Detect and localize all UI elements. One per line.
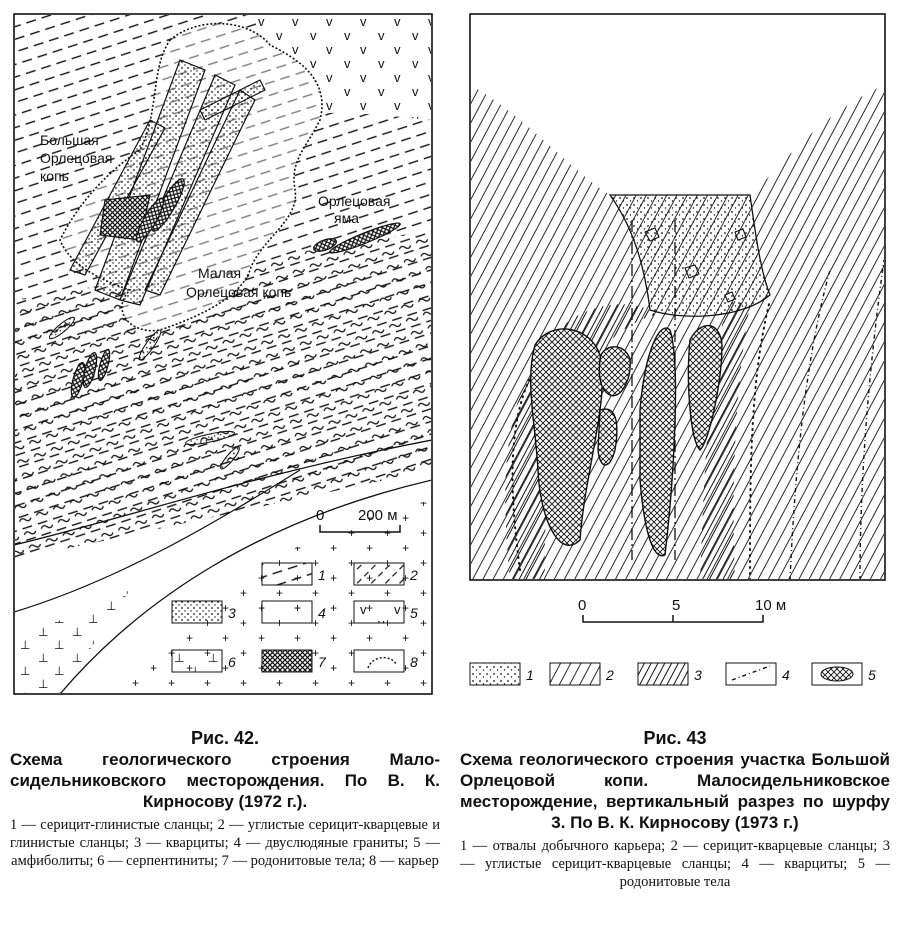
fig42-number: Рис. 42. xyxy=(190,728,260,748)
legend42-num-5: 5 xyxy=(410,605,418,621)
scale42-zero: 0 xyxy=(316,507,325,524)
scale42-distance: 200 м xyxy=(358,507,398,524)
legend42-num-4: 4 xyxy=(318,605,326,621)
label-bolshaya-1: Большая xyxy=(40,132,99,148)
figure-42-map xyxy=(0,0,450,720)
legend42-num-7: 7 xyxy=(318,654,326,670)
legend43-num-5: 5 xyxy=(868,667,876,683)
fig43-caption xyxy=(460,728,890,891)
legend43-num-3: 3 xyxy=(694,667,702,683)
fig43-legend xyxy=(470,663,876,685)
label-malaya-1: Малая xyxy=(198,265,242,281)
label-bolshaya-3: копь xyxy=(40,168,69,184)
label-malaya-2: Орлецовая копь xyxy=(186,284,292,300)
scale43-mid: 5 xyxy=(672,597,681,614)
label-yama-2: яма xyxy=(334,210,359,226)
legend42-num-2: 2 xyxy=(410,567,418,583)
label-bolshaya-2: Орлецовая xyxy=(40,150,113,166)
fig42-caption xyxy=(10,728,440,870)
legend42-num-3: 3 xyxy=(228,605,236,621)
fig43-scale-bar xyxy=(578,597,786,622)
scale43-zero: 0 xyxy=(578,597,587,614)
figure-43-section xyxy=(450,0,900,720)
fig43-title: Схема геологического строения участка Большой Орлецовой копи. Малосидельниковское месторождение, вертикальный разрез по шурфу 3. По В. К. Кирносову (1973 г.) xyxy=(460,750,890,832)
label-yama-1: Орлецовая xyxy=(318,193,391,209)
fig42-legend-text: 1 — серицит-глинистые сланцы; 2 — углистые серицит-кварцевые и глинистые сланцы; 3 — кварциты; 4 — двуслюдяные граниты; 5 — амфиболиты; 6 — серпентиниты; 7 — родонитовые тела; 8 — карьер xyxy=(10,817,440,869)
legend43-num-2: 2 xyxy=(606,667,614,683)
legend42-num-1: 1 xyxy=(318,567,326,583)
fig42-title: Схема геологического строения Мало-сидельниковского месторождения. По В. К. Кирносову (1972 г.). xyxy=(10,750,440,811)
legend42-num-8: 8 xyxy=(410,654,418,670)
fig43-number: Рис. 43 xyxy=(643,728,707,748)
legend43-num-4: 4 xyxy=(782,667,790,683)
scale43-end: 10 м xyxy=(755,597,787,614)
legend42-num-6: 6 xyxy=(228,654,236,670)
fig43-legend-text: 1 — отвалы добычного карьера; 2 — серицит-кварцевые сланцы; 3 — углистые серицит-кварцевые сланцы; 4 — кварциты; 5 — родонитовые тела xyxy=(460,838,890,890)
legend43-num-1: 1 xyxy=(526,667,534,683)
